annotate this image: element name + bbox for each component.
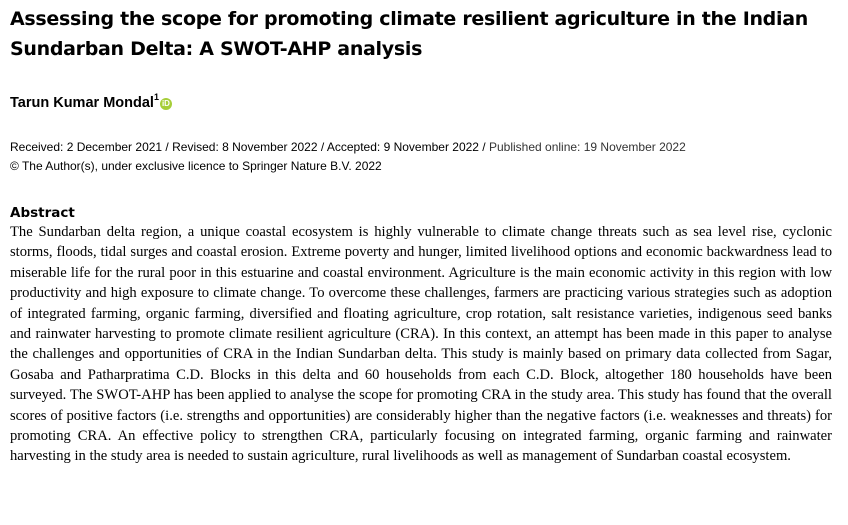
revised-date: Revised: 8 November 2022 — [172, 140, 318, 154]
orcid-icon[interactable]: iD — [161, 98, 170, 108]
history-separator: / — [317, 140, 327, 154]
author-line — [10, 88, 172, 113]
paper-title: Assessing the scope for promoting climate resilient agriculture in the Indian Sundarban Delta: A SWOT-AHP analysis — [10, 8, 808, 60]
accepted-date: Accepted: 9 November 2022 — [326, 140, 479, 154]
history-separator: / — [162, 140, 173, 154]
received-date: Received: 2 December 2021 — [10, 140, 163, 154]
copyright-notice: © The Author(s), under exclusive licence to Springer Nature B.V. 2022 — [10, 159, 382, 173]
abstract-heading: Abstract — [10, 205, 75, 221]
published-date: Published online: 19 November 2022 — [488, 140, 686, 154]
abstract-text: The Sundarban delta region, a unique coastal ecosystem is highly vulnerable to climate change threats such as sea level rise, cyclonic storms, floods, tidal surges and coastal erosion. Extreme poverty and hunger, limited livelihood options and economic backwardness lead to miserable life for the rural poor in this estuarine and coastal environment. Agriculture is the main economic activity in this region with low productivity and high exposure to climate change. To overcome these challenges, farmers are practicing various strategies such as adoption of integrated farming, organic farming, diversified and floating agriculture, crop rotation, salt resistance varieties, indigenous seed banks and rainwater harvesting to promote climate resilient agriculture (CRA). In this context, an attempt has been made in this paper to analyse the challenges and opportunities of CRA in the Indian Sundarban delta. This study is mainly based on primary data collected from Sagar, Gosaba and Patharpratima C.D. Blocks in this delta and 60 households from each C.D. Block, altogether 180 households have been surveyed. The SWOT-AHP has been applied to analyse the scope for promoting CRA in the study area. This study has found that the overall scores of positive factors (i.e. strengths and opportunities) are considerably higher than the negative factors (i.e. weaknesses and threats) for promoting CRA. An effective policy to strengthen CRA, particularly focusing on integrated farming, organic farming and rainwater harvesting in the study area is needed to sustain agriculture, rural livelihoods as well as management of Sundarban coastal ecosystem. — [10, 224, 832, 465]
history-dates — [10, 138, 686, 157]
article-history — [10, 138, 686, 176]
author-name[interactable]: Tarun Kumar Mondal — [10, 94, 154, 111]
history-separator: / — [478, 140, 489, 154]
affiliation-marker[interactable]: 1 — [153, 92, 159, 102]
